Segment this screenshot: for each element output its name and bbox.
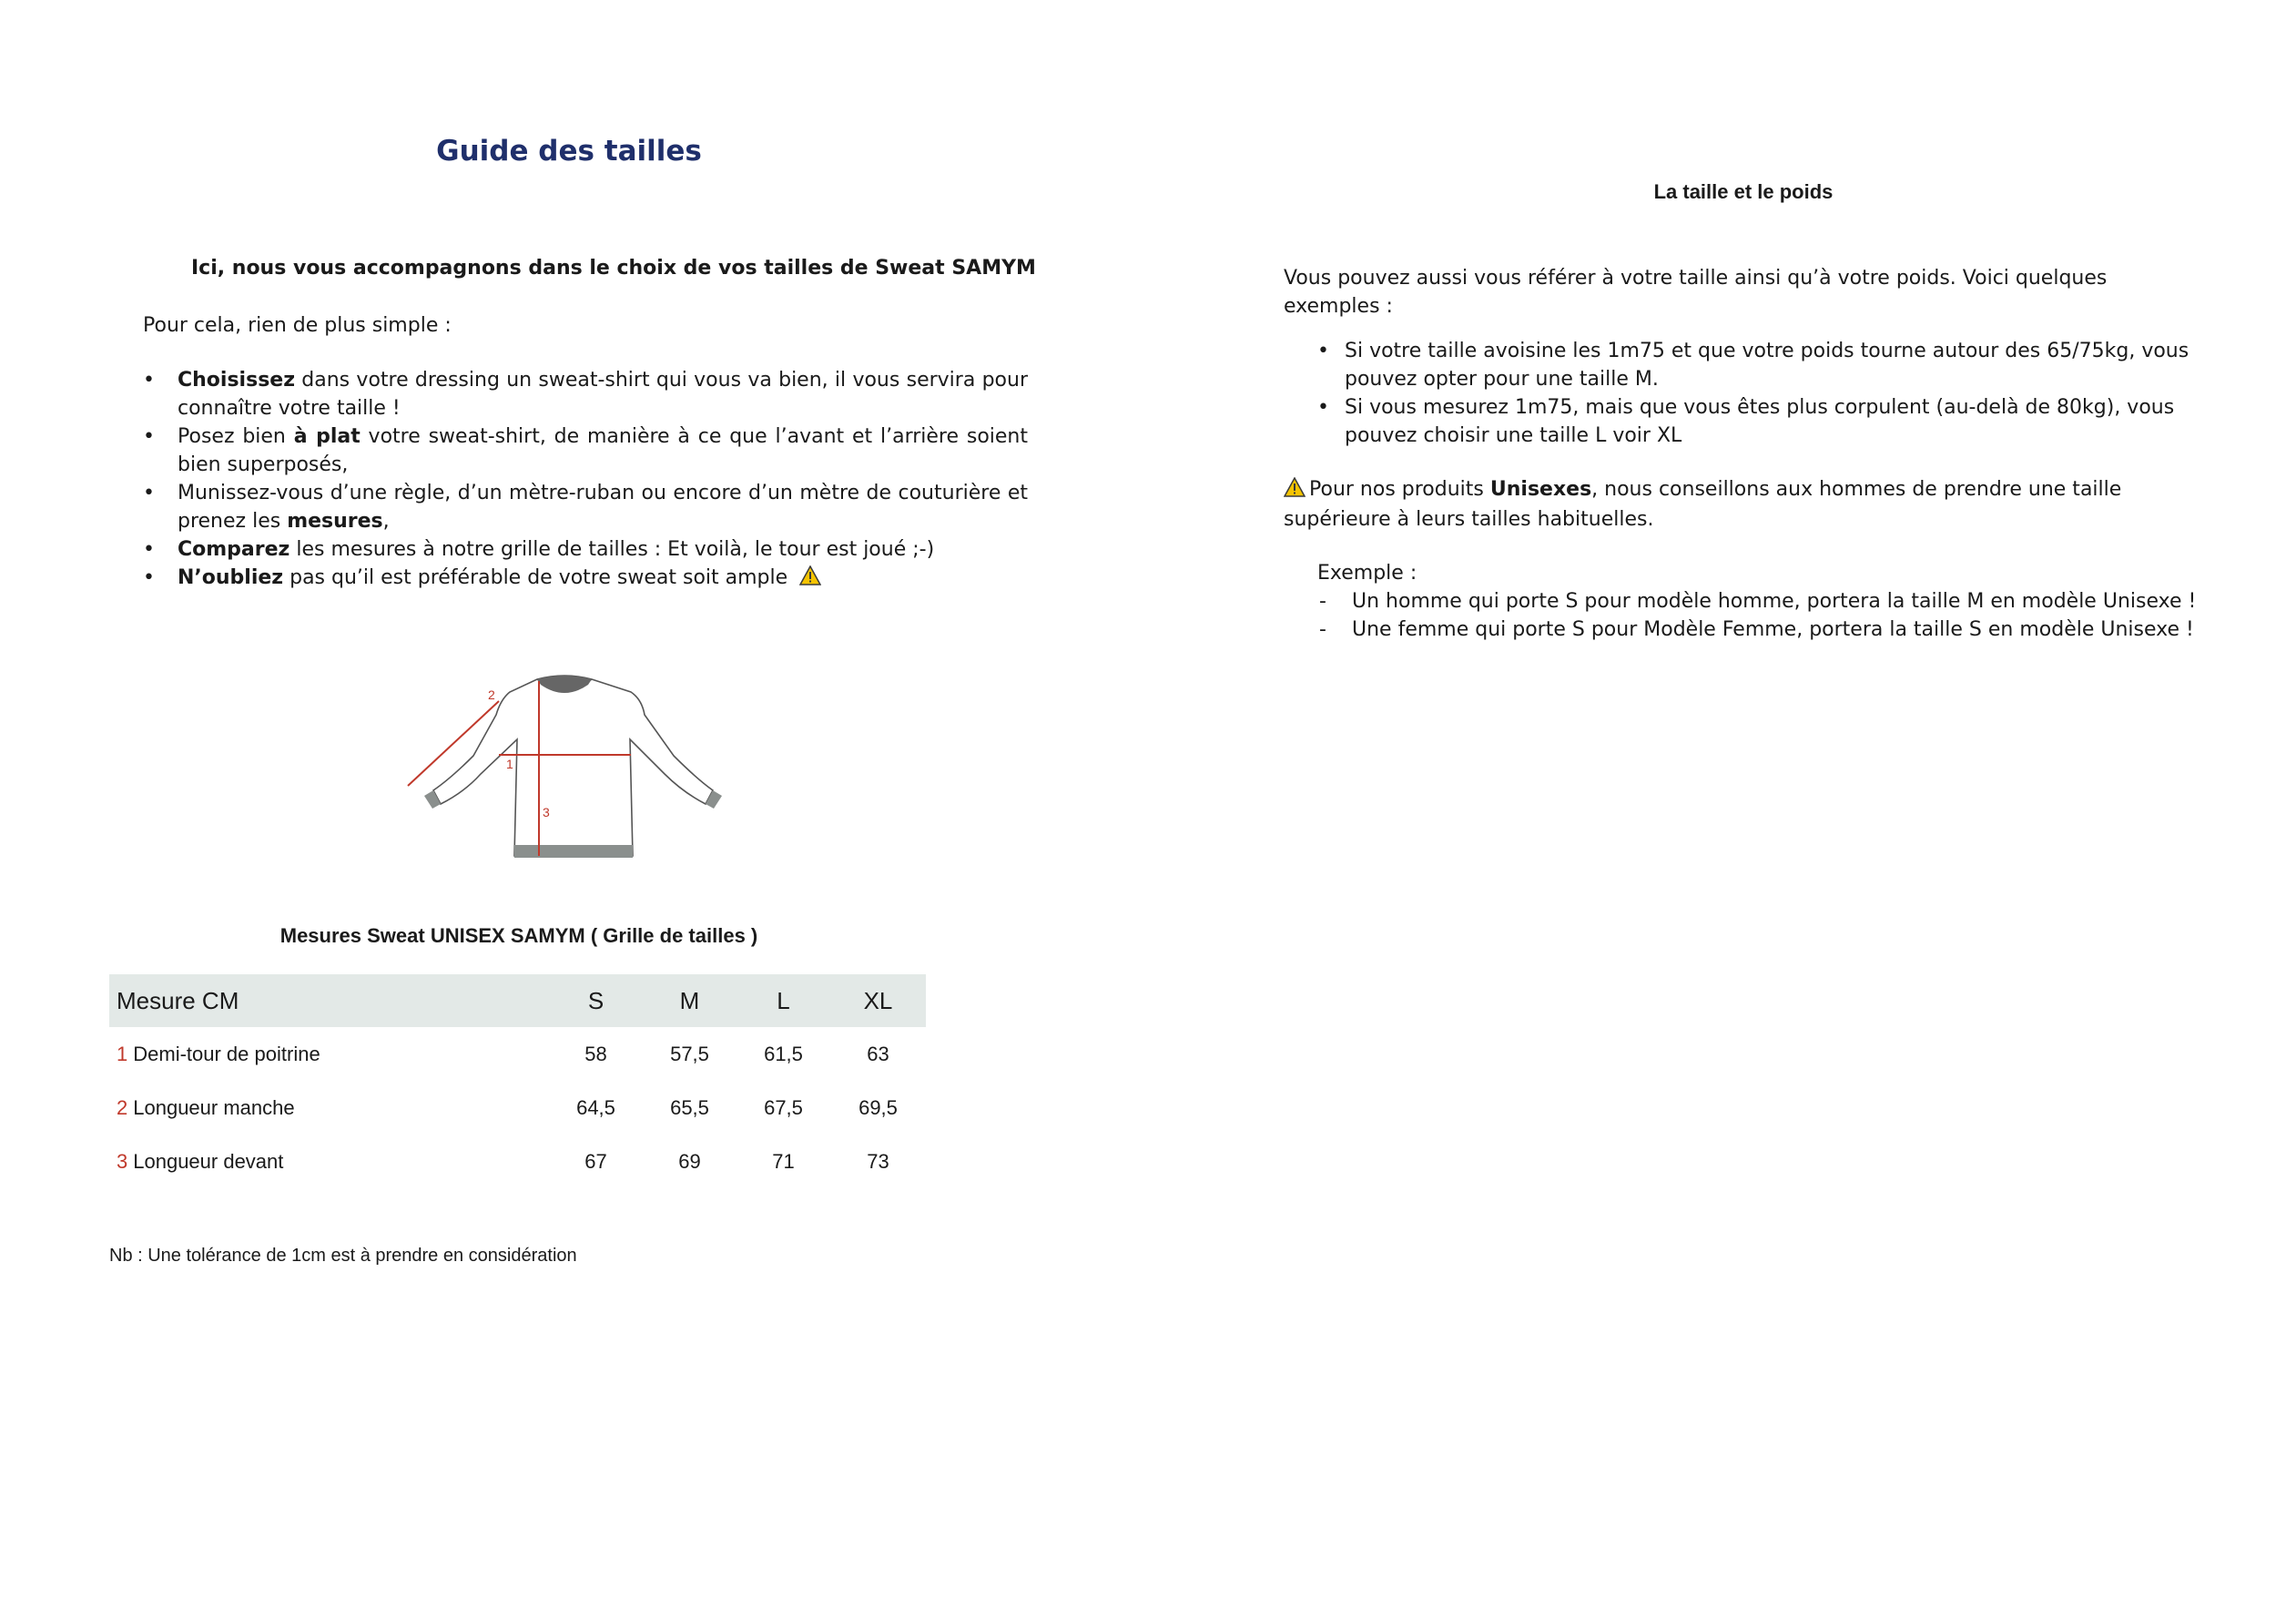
right-cuff xyxy=(706,790,722,809)
cell-value: 73 xyxy=(867,1149,889,1173)
waistband xyxy=(514,845,633,858)
cell-value: 71 xyxy=(772,1149,795,1173)
unisex-warning: Pour nos produits Unisexes, nous conseillons aux hommes de prendre une taille supérieure à leurs tailles habituelles. xyxy=(1284,478,2122,531)
row-label: 3 Longueur devant xyxy=(117,1149,284,1173)
diagram-label-1: 1 xyxy=(506,757,513,771)
row-label: 2 Longueur manche xyxy=(117,1095,295,1119)
table-row xyxy=(109,1081,926,1135)
measure-line-sleeve xyxy=(408,701,499,786)
header-size-l: L xyxy=(777,986,790,1014)
cell-value: 65,5 xyxy=(670,1095,709,1119)
collar xyxy=(537,676,592,693)
intro-text: Pour cela, rien de plus simple : xyxy=(143,314,452,337)
list-item: • Posez bien à plat votre sweat-shirt, de manière à ce que l’avant et l’arrière soient bien superposés, xyxy=(143,422,1028,479)
list-item: • Si votre taille avoisine les 1m75 et que votre poids tourne autour des 65/75kg, vous pouvez opter pour une taille M. xyxy=(1317,337,2191,393)
weight-examples-list xyxy=(1317,337,2191,450)
sweatshirt-diagram xyxy=(401,674,737,865)
list-item: • Munissez-vous d’une règle, d’un mètre-ruban ou encore d’un mètre de couturière et prenez les mesures, xyxy=(143,479,1028,535)
examples-list xyxy=(1317,587,2228,644)
list-item: - Une femme qui porte S pour Modèle Femme, portera la taille S en modèle Unisexe ! xyxy=(1317,616,2228,644)
list-item: • N’oubliez pas qu’il est préférable de votre sweat soit ample xyxy=(143,564,1028,594)
table-row xyxy=(109,1135,926,1188)
cell-value: 69,5 xyxy=(858,1095,898,1119)
list-item: - Un homme qui porte S pour modèle homme, portera la taille M en modèle Unisexe ! xyxy=(1317,587,2228,616)
list-item: • Comparez les mesures à notre grille de tailles : Et voilà, le tour est joué ;-) xyxy=(143,535,1028,564)
header-measure: Mesure CM xyxy=(117,986,239,1014)
diagram-label-3: 3 xyxy=(543,805,550,819)
warning-icon xyxy=(1284,477,1305,505)
example-label: Exemple : xyxy=(1317,562,1417,585)
cell-value: 58 xyxy=(584,1042,607,1065)
subtitle: Ici, nous vous accompagnons dans le choix de vos tailles de Sweat SAMYM xyxy=(191,257,1036,280)
list-item: • Si vous mesurez 1m75, mais que vous êtes plus corpulent (au-delà de 80kg), vous pouvez choisir une taille L voir XL xyxy=(1317,393,2191,450)
table-header-row xyxy=(109,974,926,1027)
cell-value: 69 xyxy=(678,1149,701,1173)
cell-value: 64,5 xyxy=(576,1095,615,1119)
sweatshirt-outline-icon xyxy=(433,676,713,856)
section-title: La taille et le poids xyxy=(1653,180,1834,203)
instructions-list xyxy=(143,366,1028,594)
cell-value: 67 xyxy=(584,1149,607,1173)
table-title: Mesures Sweat UNISEX SAMYM ( Grille de tailles ) xyxy=(279,924,758,947)
cell-value: 61,5 xyxy=(764,1042,803,1065)
cell-value: 57,5 xyxy=(670,1042,709,1065)
header-size-m: M xyxy=(679,986,700,1014)
diagram-label-2: 2 xyxy=(488,687,495,702)
left-cuff xyxy=(424,790,441,809)
header-size-xl: XL xyxy=(863,986,893,1014)
list-item: • Choisissez dans votre dressing un sweat-shirt qui vous va bien, il vous servira pour connaître votre taille ! xyxy=(143,366,1028,422)
cell-value: 67,5 xyxy=(764,1095,803,1119)
table-row xyxy=(109,1027,926,1081)
warning-icon xyxy=(799,565,821,594)
page-title: Guide des tailles xyxy=(436,135,702,168)
cell-value: 63 xyxy=(867,1042,889,1065)
tolerance-note: Nb : Une tolérance de 1cm est à prendre en considération xyxy=(109,1246,577,1266)
right-intro: Vous pouvez aussi vous référer à votre taille ainsi qu’à votre poids. Voici quelques exemples : xyxy=(1284,267,2108,318)
row-label: 1 Demi-tour de poitrine xyxy=(117,1042,320,1065)
size-table xyxy=(109,974,926,1188)
header-size-s: S xyxy=(587,986,604,1014)
